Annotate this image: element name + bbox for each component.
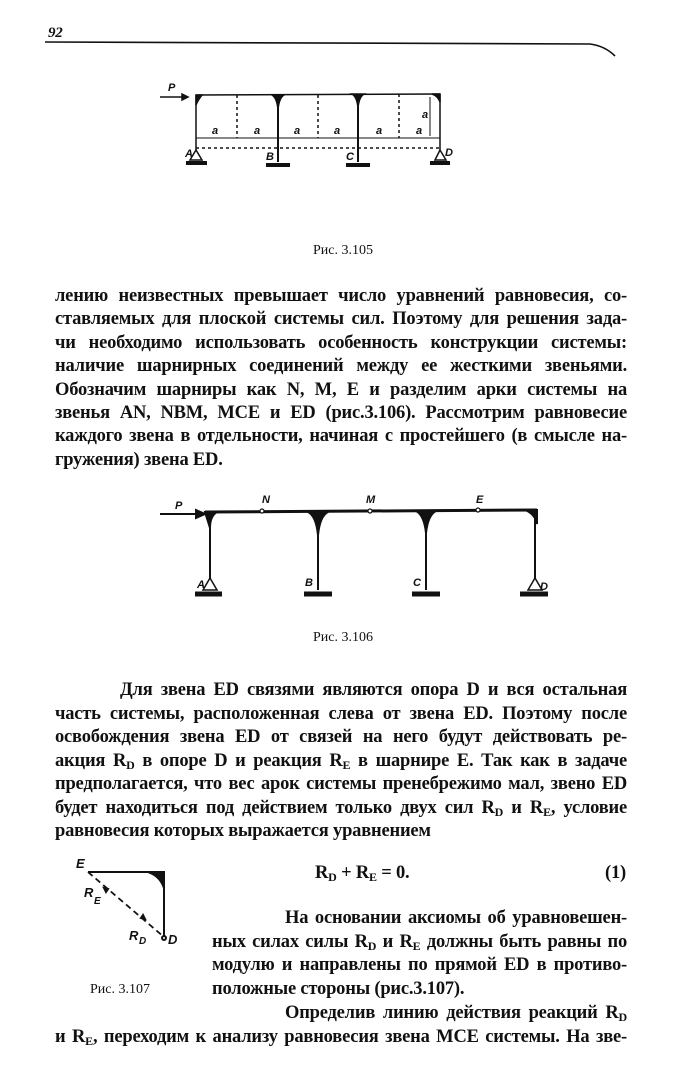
subscript: E [342, 757, 351, 772]
text-line [55, 773, 627, 795]
text-segment: , условие [550, 797, 627, 818]
text-segment: и R [55, 1026, 86, 1047]
equation-part: E [369, 870, 377, 884]
fig1-label-a: a [294, 125, 301, 137]
text-line [55, 820, 627, 842]
text-segment: в шарнире E. Так как в задаче [350, 750, 627, 771]
text-segment: Определив линию действия реакций R [285, 1003, 619, 1023]
fig3-label-re-sub: E [94, 896, 101, 907]
text-segment: ных силах силы R [212, 931, 368, 952]
fig2-label-d: D [540, 581, 548, 593]
text-line [55, 797, 627, 819]
text-line [55, 449, 627, 471]
text-segment: гружения) звена ED. [55, 449, 223, 470]
fig1-label-a: a [334, 125, 341, 137]
equation-number: (1) [605, 863, 626, 883]
text-segment: должны быть равны по [420, 931, 627, 952]
text-segment: наличие шарнирных соединений между ее жесткими звеньями. [55, 356, 627, 377]
fig1-label-p: P [168, 82, 176, 94]
fig2-label-c: C [413, 577, 421, 589]
text-segment: предполагается, что вес арок системы пренебрежимо мал, звено ED [55, 774, 627, 794]
fig3-label-re: R [84, 885, 94, 900]
text-segment: часть системы, расположенная слева от звена ED. Поэтому после [55, 703, 627, 724]
figure-3-105 [160, 94, 450, 165]
subscript: E [543, 804, 551, 819]
fig1-label-d: D [445, 147, 453, 159]
text-segment: звенья AN, NBM, MCE и ED (рис.3.106). Рассмотрим равновесие [55, 403, 627, 423]
fig2-label-m: M [366, 494, 376, 506]
text-segment: будет находиться под действием только двух сил R [55, 797, 495, 818]
subscript: D [618, 1010, 627, 1024]
text-line [212, 931, 627, 953]
equation-part: R [315, 863, 329, 883]
subscript: D [126, 757, 135, 772]
text-line [55, 726, 627, 748]
text-line [212, 954, 627, 976]
text-line [285, 1002, 627, 1024]
fig1-label-c: C [346, 151, 354, 163]
text-segment: Обозначим шарниры как N, M, E и разделим арки системы на [55, 379, 627, 400]
text-line [55, 355, 627, 377]
text-line [55, 285, 627, 307]
text-line [55, 308, 627, 330]
text-segment: в опоре D и реакция R [134, 750, 343, 771]
fig1-label-a-support: A [185, 148, 193, 160]
text-segment: Для звена ED связями являются опора D и вся остальная [120, 680, 628, 700]
text-segment: , переходим к анализу равновесия звена MCE системы. На зве- [92, 1026, 628, 1047]
text-line [120, 679, 627, 701]
subscript: E [85, 1033, 93, 1048]
equation-part: + R [336, 863, 369, 883]
text-line [55, 1026, 627, 1048]
fig2-label-p: P [175, 500, 183, 512]
fig1-label-a: a [212, 125, 219, 137]
equation-part: = 0. [376, 863, 410, 883]
fig1-label-a: a [376, 125, 383, 137]
text-segment: и R [503, 797, 544, 818]
figure-3-106 [160, 508, 548, 594]
fig1-label-b: B [266, 151, 274, 163]
text-segment: акция R [55, 750, 127, 771]
text-line [212, 978, 627, 1000]
subscript: D [494, 804, 504, 819]
text-segment: положные стороны (рис.3.107). [212, 978, 465, 999]
text-line [55, 379, 627, 401]
fig3-label-d: D [168, 932, 178, 947]
fig2-label-e: E [476, 494, 484, 506]
fig3-label-e: E [76, 856, 85, 871]
text-line [55, 750, 627, 772]
figure-caption: Рис. 3.106 [313, 630, 373, 645]
text-segment: каждого звена в отдельности, начиная с простейшего (в смысле на- [55, 426, 627, 447]
equation [315, 862, 409, 884]
subscript: E [412, 938, 421, 953]
text-line [55, 402, 627, 424]
figure-caption: Рис. 3.107 [90, 982, 150, 997]
text-segment: На основании аксиомы об уравновешен- [285, 908, 627, 928]
fig2-label-a: A [197, 579, 205, 591]
text-segment: ставляемых для плоской системы сил. Поэтому для решения зада- [55, 309, 627, 330]
page-number: 92 [48, 25, 63, 41]
text-segment: чи необходимо использовать особенность конструкции системы: [55, 332, 627, 353]
fig1-label-a: a [422, 109, 429, 121]
fig1-label-a: a [416, 125, 423, 137]
text-line [285, 907, 627, 929]
fig1-label-a: a [254, 125, 261, 137]
fig2-label-n: N [262, 494, 270, 506]
text-segment: освобождения звена ED от связей на него будут действовать ре- [55, 727, 627, 747]
equation-part: D [328, 870, 337, 884]
subscript: D [367, 938, 377, 953]
text-line [55, 703, 627, 725]
text-segment: лению неизвестных превышает число уравнений равновесия, со- [55, 286, 627, 306]
text-segment: модулю и направлены по прямой ED в противо- [212, 955, 627, 975]
fig3-label-rd-sub: D [139, 936, 147, 947]
text-segment: и R [376, 931, 413, 952]
header-rule [45, 42, 615, 56]
text-line [55, 332, 627, 354]
figure-caption: Рис. 3.105 [313, 243, 373, 258]
fig3-label-rd: R [129, 928, 139, 943]
fig2-label-b: B [305, 577, 313, 589]
text-segment: равновесия которых выражается уравнением [55, 821, 431, 841]
text-line [55, 425, 627, 447]
